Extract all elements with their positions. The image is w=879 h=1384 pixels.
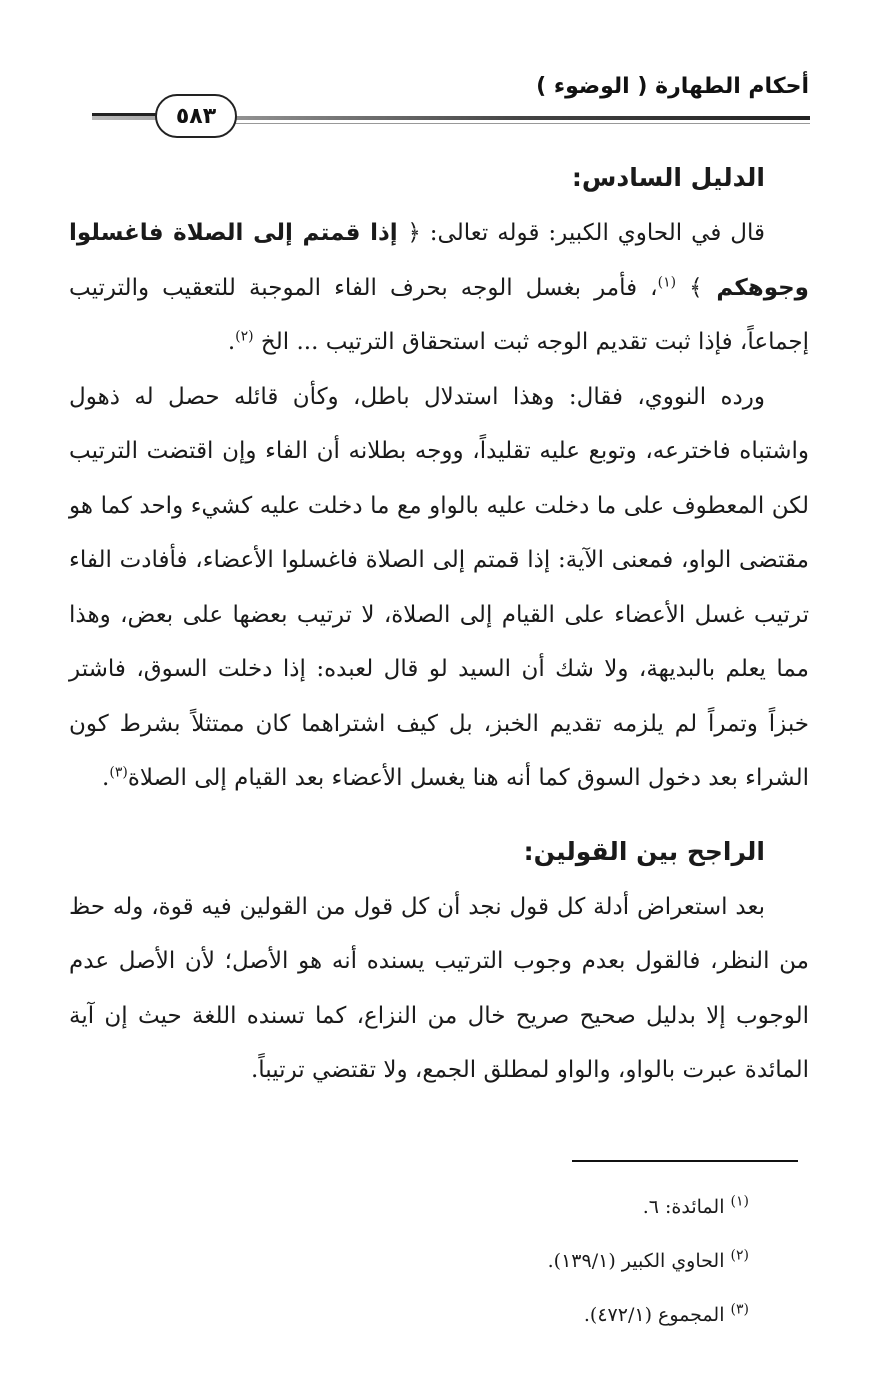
footnote-text: المائدة: ٦.	[642, 1196, 725, 1218]
paragraph-hawi-quote	[69, 206, 809, 370]
footnote-separator	[572, 1160, 798, 1162]
paragraph-body: ، فأمر بغسل الوجه بحرف الفاء الموجبة للتعقيب والترتيب إجماعاً، فإذا ثبت تقديم الوجه ثبت استحقاق الترتيب ... الخ	[69, 274, 809, 355]
section-heading-sixth-evidence: الدليل السادس:	[571, 163, 765, 192]
paragraph-end: .	[227, 329, 236, 355]
footnote-ref-1[interactable]: (١)	[657, 273, 677, 290]
footnote-ref-3[interactable]: (٣)	[109, 764, 128, 781]
paragraph-body: ورده النووي، فقال: وهذا استدلال باطل، وكأن قائله حصل له ذهول واشتباه فاخترعه، وتوبع عليه تقليداً، ووجه بطلانه أن الفاء وإن اقتضت الترتيب لكن المعطوف على ما دخلت عليه بالواو مع ما دخلت عليه كشيء واحد كما هو مقتضى الواو، فمعنى الآية: إذا قمتم إلى الصلاة فاغسلوا الأعضاء، فأفادت الفاء ترتيب غسل الأعضاء على القيام إلى الصلاة، لا ترتيب بعضها على بعض، وهذا مما يعلم بالبديهة، ولا شك أن السيد لو قال لعبده: إذا دخلت السوق، فاشتر خبزاً وتمراً لم يلزمه تقديم الخبز، بل كيف اشتراهما كان ممتثلاً بشرط كون الشراء بعد دخول السوق كما أنه هنا يغسل الأعضاء بعد القيام إلى الصلاة	[69, 383, 809, 791]
footnote-text: المجموع (٤٧٢/١).	[583, 1304, 725, 1326]
main-text	[69, 150, 809, 1098]
page-number-connector	[92, 113, 158, 116]
footnote-ref-2[interactable]: (٢)	[235, 328, 254, 345]
footnote-3	[149, 1288, 749, 1342]
section-spacer	[69, 806, 809, 824]
footnote-1	[149, 1180, 749, 1234]
paragraph-nawawi-rebuttal	[69, 370, 809, 806]
paragraph-preferred-view: بعد استعراض أدلة كل قول نجد أن كل قول من القولين فيه قوة، وله حظ من النظر، فالقول بعدم وجوب الترتيب يسنده أنه هو الأصل؛ لأن الأصل عدم الوجوب إلا بدليل صحيح صريح خال من النزاع، كما تسنده اللغة حيث إن آية المائدة عبرت بالواو، والواو لمطلق الجمع، ولا تقتضي ترتيباً.	[69, 893, 809, 1083]
footnotes	[149, 1180, 749, 1342]
section-heading-preferred-view: الراجح بين القولين:	[523, 836, 765, 866]
header-rule-thin	[230, 123, 810, 124]
page-number: ٥٨٣	[155, 94, 237, 138]
footnote-2	[149, 1234, 749, 1288]
footnote-text: الحاوي الكبير (١٣٩/١).	[547, 1250, 725, 1272]
quran-quote: إذا قمتم إلى الصلاة فاغسلوا وجوهكم	[69, 220, 809, 301]
footnote-marker: (١)	[730, 1193, 749, 1210]
running-title: أحكام الطهارة ( الوضوء )	[536, 74, 809, 99]
paragraph-lead: قال في الحاوي الكبير: قوله تعالى: ﴿	[407, 220, 765, 246]
quote-close: ﴾	[689, 274, 703, 301]
footnote-marker: (٢)	[730, 1247, 749, 1264]
paragraph-end: .	[102, 765, 110, 791]
footnote-marker: (٣)	[730, 1301, 749, 1318]
